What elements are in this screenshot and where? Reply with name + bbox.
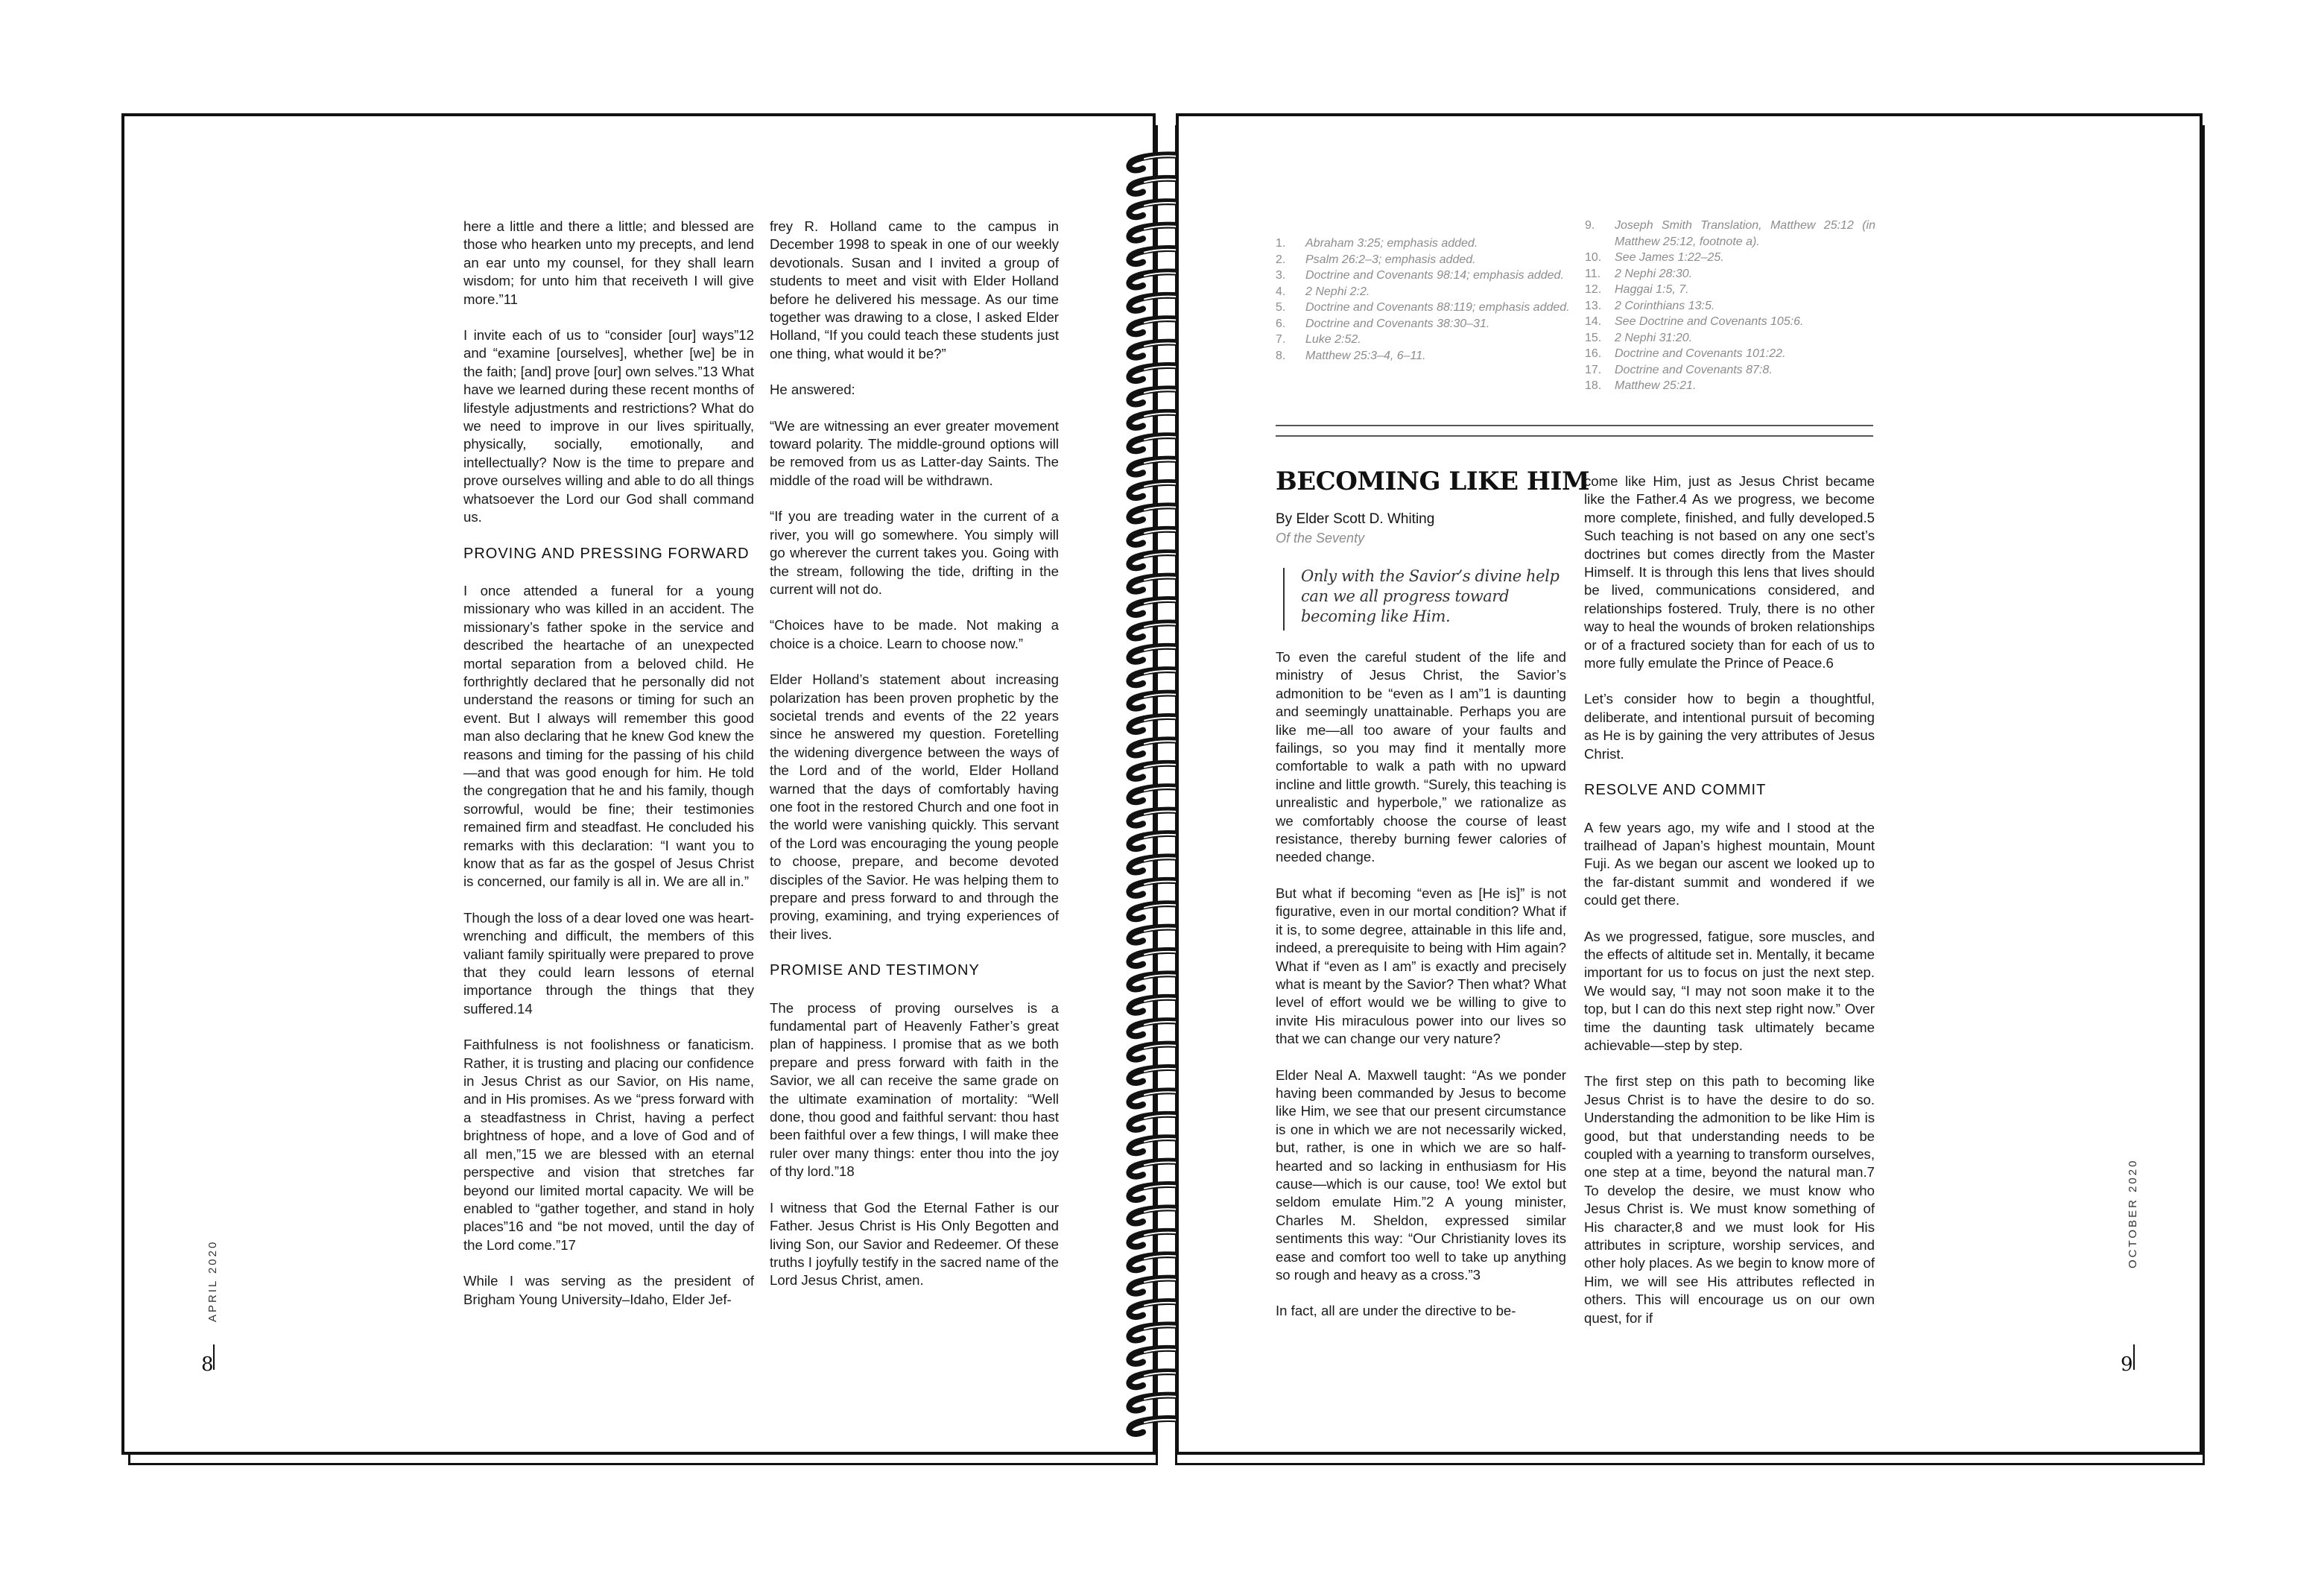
endnote-text: Doctrine and Covenants 87:8. — [1615, 363, 1773, 376]
endnote-text: Doctrine and Covenants 101:22. — [1615, 347, 1786, 360]
endnote-text: 2 Nephi 2:2. — [1305, 285, 1370, 298]
issue-date-label: OCTOBER 2020 — [2127, 1158, 2139, 1268]
endnote-number: 4. — [1276, 285, 1286, 298]
right-page — [1176, 113, 2203, 1455]
endnote-text: Psalm 26:2–3; emphasis added. — [1305, 253, 1476, 266]
endnote-text: See Doctrine and Covenants 105:6. — [1615, 315, 1804, 328]
endnote — [1585, 282, 1875, 298]
endnote-number: 9. — [1585, 219, 1595, 232]
endnote-number: 2. — [1276, 253, 1286, 266]
endnote — [1276, 252, 1574, 268]
folio-divider — [2133, 1344, 2135, 1370]
endnote-number: 14. — [1585, 315, 1602, 328]
endnote-text: Luke 2:52. — [1305, 333, 1361, 346]
article-title: BECOMING LIKE HIM — [1276, 467, 1590, 496]
right-text-column-1 — [1276, 648, 1566, 1338]
body-paragraph: “If you are treading water in the current of a river, you will go somewhere. You simply will go wherever the current takes you. Going with the stream, following the tide, drifting in the current will not do. — [770, 508, 1059, 597]
endnote-number: 10. — [1585, 251, 1602, 264]
body-paragraph: To even the careful student of the life and ministry of Jesus Christ, the Savior’s admonition to be “even as I am”1 is daunting and seemingly unattainable. Perhaps you are like me—all too aware of your faults and failings, so you may find it mentally more comfortable to walk a path with no upward incline and little growth. “Surely, this teaching is unrealistic and hyperbole,” we rationalize as we comfortably choose the course of least resistance, thereby burning fewer calories of needed change. — [1276, 649, 1566, 865]
endnote — [1585, 314, 1875, 330]
pullquote-bar — [1283, 568, 1285, 630]
left-text-column-1 — [463, 218, 754, 1327]
body-paragraph: “We are witnessing an ever greater movement toward polarity. The middle-ground options will be removed from us as Latter-day Saints. The middle of the road will be withdrawn. — [770, 417, 1059, 488]
section-rule-bottom — [1276, 435, 1873, 437]
page-number: 9 — [2121, 1353, 2133, 1376]
body-paragraph: As we progressed, fatigue, sore muscles, and the effects of altitude set in. Mentally, it became important for us to focus on just the next step. We would say, “I may not soon make it to the top, but I can do this next step right now.” Over time the daunting task ultimately became achievable—step by step. — [1584, 928, 1875, 1053]
body-paragraph: Elder Holland’s statement about increasing polarization has been proven prophetic by the societal trends and events of the 22 years since he answered my question. Foretelling the widening divergence between the ways of the Lord and of the world, Elder Holland warned that the days of comfortably having one foot in the restored Church and one foot in the world were vanishing quickly. This servant of the Lord was encouraging the young people to choose, prepare, and become devoted disciples of the Savior. He was helping them to prepare and press forward to and through the proving, examining, and trying experiences of their lives. — [770, 671, 1059, 942]
right-text-column-2 — [1584, 472, 1875, 1345]
endnote-number: 13. — [1585, 299, 1602, 312]
body-paragraph: The process of proving ourselves is a fundamental part of Heavenly Father’s great plan of happiness. I promise that as we both prepare and press forward with faith in the Savior, we all can receive the same grade on the ultimate examination of mortality: “Well done, thou good and faithful servant: thou hast been faithful over a few things, I will make thee ruler over many things: enter thou into the joy of thy lord.”18 — [770, 999, 1059, 1180]
endnote — [1585, 298, 1875, 315]
endnote — [1276, 316, 1574, 332]
endnote — [1276, 300, 1574, 316]
endnote-text: 2 Nephi 28:30. — [1615, 267, 1693, 280]
endnote — [1276, 332, 1574, 348]
endnote-number: 3. — [1276, 269, 1286, 282]
endnote-text: Joseph Smith Translation, Matthew 25:12 (in Matthew 25:12, footnote a). — [1615, 219, 1875, 248]
endnote — [1276, 348, 1574, 364]
body-paragraph: “Choices have to be made. Not making a choice is a choice. Learn to choose now.” — [770, 617, 1059, 651]
section-heading: PROVING AND PRESSING FORWARD — [463, 545, 750, 562]
page-number: 8 — [201, 1353, 214, 1376]
endnote-text: Haggai 1:5, 7. — [1615, 283, 1689, 296]
endnote-number: 6. — [1276, 317, 1286, 330]
article-byline: By Elder Scott D. Whiting — [1276, 511, 1435, 527]
endnote — [1585, 362, 1875, 379]
endnote-text: 2 Nephi 31:20. — [1615, 331, 1693, 344]
endnote-text: 2 Corinthians 13:5. — [1615, 299, 1715, 312]
endnote — [1276, 236, 1574, 252]
endnote-number: 16. — [1585, 347, 1602, 360]
left-page — [121, 113, 1156, 1455]
endnote-number: 15. — [1585, 331, 1602, 344]
endnote — [1585, 378, 1875, 394]
endnote-text: Abraham 3:25; emphasis added. — [1305, 237, 1478, 250]
issue-date-label: APRIL 2020 — [206, 1239, 219, 1322]
body-paragraph: Though the loss of a dear loved one was heart-wrenching and difficult, the members of this valiant family spiritually were prepared to prove that they could learn lessons of eternal importance through the things that they suffered.14 — [463, 909, 754, 1017]
pullquote: Only with the Savior’s divine help can we all progress toward becoming like Him. — [1301, 567, 1560, 625]
endnote-number: 11. — [1585, 267, 1601, 280]
body-paragraph: Let’s consider how to begin a thoughtful, deliberate, and intentional pursuit of becoming as He is by gaining the very attributes of Jesus Christ. — [1584, 691, 1875, 762]
endnote — [1585, 330, 1875, 347]
section-heading: PROMISE AND TESTIMONY — [770, 962, 980, 979]
body-paragraph: In fact, all are under the directive to be- — [1276, 1303, 1516, 1319]
body-paragraph: I invite each of us to “consider [our] ways”12 and “examine [ourselves], whether [we] be in the faith; [and] prove [our] own selves.”13 What have we learned during these recent months of lifestyle adjustments and restrictions? What do we need to improve in our lives spiritually, physically, socially, emotionally, and intellectually? Now is the time to prepare and prove ourselves willing and able to do all things whatsoever the Lord our God shall command us. — [463, 327, 754, 525]
section-rule-top — [1276, 425, 1873, 426]
body-paragraph: While I was serving as the president of Brigham Young University–Idaho, Elder Jef- — [463, 1273, 754, 1307]
endnote-number: 8. — [1276, 349, 1286, 362]
body-paragraph: A few years ago, my wife and I stood at the trailhead of Japan’s highest mountain, Mount Fuji. As we began our ascent we looked up to the far-distant summit and wondered if we could get there. — [1584, 819, 1875, 908]
endnote-number: 1. — [1276, 237, 1286, 250]
endnote-text: See James 1:22–25. — [1615, 251, 1724, 264]
body-paragraph: frey R. Holland came to the campus in December 1998 to speak in one of our weekly devotionals. Susan and I invited a group of students to meet and visit with Elder Holland before he delivered his message. As our time together was drawing to a close, I asked Elder Holland, “If you could teach these students just one thing, what would it be?” — [770, 218, 1059, 361]
author-role: Of the Seventy — [1276, 531, 1365, 546]
left-text-column-2 — [770, 218, 1059, 1308]
endnote — [1585, 346, 1875, 362]
endnote-number: 17. — [1585, 363, 1602, 376]
body-paragraph: Elder Neal A. Maxwell taught: “As we ponder having been commanded by Jesus to become like Him, we see that our present circumstance is one in which we are not necessarily wicked, but, rather, is one in which we are so half-hearted and so lacking in enthusiasm for His cause—which is our cause, too! We extol but seldom emulate Him.”2 A young minister, Charles M. Sheldon, expressed similar sentiments this way: “Our Christianity loves its ease and comfort too well to take up anything so rough and heavy as a cross.”3 — [1276, 1066, 1566, 1283]
body-paragraph: I once attended a funeral for a young missionary who was killed in an accident. The missionary’s father spoke in the service and described the heartache of an unexpected mortal separation from a beloved child. He forthrightly declared that he personally did not understand the reasons or timing for such an event. But I always will remember this good man also declaring that he knew God knew the reasons and timing for the passing of his child—and that was good enough for him. He told the congregation that he and his family, though sorrowful, would be fine; their testimonies remained firm and steadfast. He concluded his remarks with this declaration: “I want you to know that as far as the gospel of Jesus Christ is concerned, our family is all in. We are all in.” — [463, 582, 754, 890]
body-paragraph: here a little and there a little; and blessed are those who hearken unto my precepts, and lend an ear unto my counsel, for they shall learn wisdom; for unto him that receiveth I will give more.”11 — [463, 218, 754, 307]
endnote — [1585, 250, 1875, 266]
endnotes-column-2 — [1585, 218, 1875, 394]
body-paragraph: He answered: — [770, 382, 855, 398]
body-paragraph: come like Him, just as Jesus Christ became like the Father.4 As we progress, we become more complete, finished, and fully developed.5 Such teaching is not based on any one sect’s doctrines but comes directly from the Master Himself. It is through this lens that lives should be lived, communications considered, and relationships fostered. Truly, there is no other way to heal the wounds of broken relationships or of a fractured society than for each of us to more fully emulate the Prince of Peace.6 — [1584, 473, 1875, 671]
endnote — [1585, 218, 1875, 250]
section-heading: RESOLVE AND COMMIT — [1584, 782, 1767, 799]
body-paragraph: The first step on this path to becoming like Jesus Christ is to have the desire to do so. Understanding the admonition to be like Him is good, but that understanding needs to be coupled with a yearning to transform ourselves, one step at a time, beyond the natural man.7 To develop the desire, we must know who Jesus Christ is. We must know something of His character,8 and we must look for His attributes in scripture, worship services, and other holy places. As we begin to know more of Him, we will see His attributes reflected in others. This will encourage us on our own quest, for if — [1584, 1073, 1875, 1326]
endnote — [1585, 266, 1875, 282]
endnote-text: Doctrine and Covenants 98:14; emphasis added. — [1305, 269, 1564, 282]
endnote-text: Doctrine and Covenants 88:119; emphasis added. — [1305, 301, 1570, 314]
body-paragraph: I witness that God the Eternal Father is our Father. Jesus Christ is His Only Begotten and living Son, our Savior and Redeemer. Of these truths I joyfully testify in the sacred name of the Lord Jesus Christ, amen. — [770, 1199, 1059, 1289]
endnote-number: 18. — [1585, 379, 1602, 392]
endnote-text: Matthew 25:3–4, 6–11. — [1305, 349, 1426, 362]
endnote-number: 7. — [1276, 333, 1286, 346]
endnote-number: 5. — [1276, 301, 1286, 314]
endnote-text: Doctrine and Covenants 38:30–31. — [1305, 317, 1490, 330]
endnote — [1276, 268, 1574, 284]
endnote-text: Matthew 25:21. — [1615, 379, 1697, 392]
endnotes-column-1 — [1276, 236, 1574, 364]
body-paragraph: Faithfulness is not foolishness or fanaticism. Rather, it is trusting and placing our confidence in Jesus Christ as our Savior, on His name, and in His promises. As we “press forward with a steadfastness in Christ, having a perfect brightness of hope, and a love of God and of all men,”15 we are blessed with an eternal perspective and vision that stretches far beyond our limited mortal capacity. We will be enabled to “gather together, and stand in holy places”16 and “be not moved, until the day of the Lord come.”17 — [463, 1037, 754, 1253]
endnote — [1276, 284, 1574, 300]
body-paragraph: But what if becoming “even as [He is]” is not figurative, even in our mortal condition? What if it is, to some degree, attainable in this life and, indeed, a prerequisite to being with Him again? What if “even as I am” is exactly and precisely what is meant by the Savior? Then what? What level of effort would we be willing to give to invite His miraculous power into our lives so that we can change our very nature? — [1276, 885, 1566, 1047]
endnote-number: 12. — [1585, 283, 1602, 296]
